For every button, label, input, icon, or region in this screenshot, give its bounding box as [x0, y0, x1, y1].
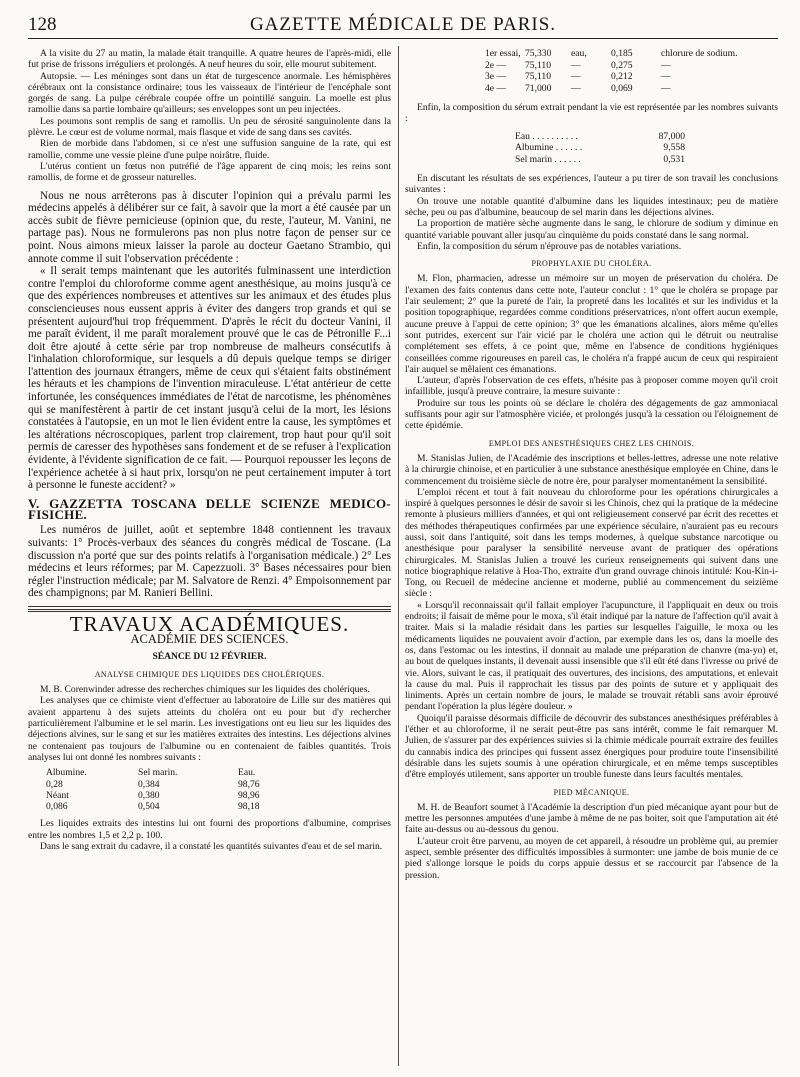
- journal-title: GAZETTE MÉDICALE DE PARIS.: [249, 14, 557, 35]
- table-cell: Néant: [46, 789, 69, 801]
- table-cell: 75,330: [525, 48, 552, 59]
- table-cell: —: [661, 71, 671, 82]
- paragraph: M. Stanislas Julien, de l'Académie des inscriptions et belles-lettres, adresse une note relative à la chirurgie chinoise, et en particulier à une substance anesthésique employée en Chine, dans le commencement du troisième siècle de notre ère, pour paralyser momentanément la sensibilité.: [405, 452, 778, 487]
- page-header: [28, 12, 778, 39]
- table-cell: 71,000: [525, 82, 552, 94]
- table-cell: —: [661, 59, 671, 71]
- table-cell: 4e —: [485, 82, 507, 94]
- section-rule: [28, 606, 391, 607]
- academie-heading: ACADÉMIE DES SCIENCES.: [130, 632, 289, 647]
- table-row: [515, 154, 778, 166]
- paragraph: En discutant les résultats de ses expériences, l'auteur a pu tirer de son travail les conclusions suivantes :: [405, 173, 778, 196]
- table-cell: —: [571, 71, 581, 82]
- paragraph: L'auteur croit être parvenu, au moyen de cet appareil, à résoudre un problème qui, au premier aspect, semble présenter des difficultés impossibles à surmonter: une jambe de bois munie de ce pied s'allonge lorsque le poids du corps appuie dessus et se raccourcit par l'absence de la pression.: [405, 835, 778, 881]
- subsection-heading: PROPHYLAXIE DU CHOLÉRA.: [531, 259, 652, 269]
- table-cell: 0,28: [46, 778, 63, 790]
- table-cell: —: [571, 82, 581, 94]
- table-row: [485, 71, 778, 83]
- table-row: [515, 131, 778, 143]
- paragraph: Quoiqu'il paraisse désormais difficile de découvrir des substances anesthésiques préférables à l'éther et au chloroforme, il ne serait peut-être pas sans intérêt, comme le fait remarquer M. Julien, de s'assurer par des expériences suivies si la chimie médicale pourrait extraire des feuilles du cannabis indica des principes qui fussent assez énergiques pour produire toute l'insensibilité désirable dans les sujets soumis à une opération chirurgicale, et en même temps susceptibles d'être employés utilement, sans apporter un trouble funeste dans leurs facultés mentales.: [405, 712, 778, 781]
- travaux-heading: TRAVAUX ACADÉMIQUES.: [69, 611, 350, 636]
- paragraph: A la visite du 27 au matin, la malade était tranquille. A quatre heures de l'après-midi, elle fut prise de frissons irréguliers et prolongés. A neuf heures du soir, elle mourut subitement.: [28, 48, 391, 71]
- paragraph: M. B. Corenwinder adresse des recherches chimiques sur les liquides des cholériques.: [40, 684, 370, 696]
- paragraph: Les liquides extraits des intestins lui ont fourni des proportions d'albumine, comprises entre les nombres 1,5 et 2,2 p. 100.: [28, 818, 391, 841]
- paragraph: Produire sur tous les points où se déclare le choléra des dégagements de gaz ammoniacal suffisants pour agir sur l'atmosphère viciée, et prolongés jusqu'à la cessation ou l'éloignement de cette épidémie.: [405, 397, 778, 432]
- paragraph: La proportion de matière sèche augmente dans le sang, le chlorure de sodium y diminue en quantité variable pouvant aller jusqu'au cinquième du poids constaté dans le sang normal.: [405, 218, 778, 241]
- table-cell: 87,000: [658, 130, 685, 142]
- autopsie-paragraph: Autopsie. — Les méninges sont dans un état de turgescence anormale. Les hémisphères cérébraux ont la consistance ordinaire; tous les vaisseaux de l'intérieur de l'encéphale sont gorgés de sang. La pulpe cérébrale coupée offre un pointillé sanguin. La moelle est plus ramollie dans sa partie lombaire qu'ailleurs; ses enveloppes sont un peu injectées.: [28, 70, 391, 116]
- quotation: « Il serait temps maintenant que les autorités fulminassent une interdiction contre l'emploi du chloroforme comme agent anesthésique, au moins jusqu'à ce que des expériences nombreuses et attentives sur les animaux et des études plus consciencieuses nous eussent appris à éviter des dangers trop grands et qui se présentent aujourd'hui trop fréquemment. D'après le récit du docteur Vanini, il me paraît évident, il me paraît moralement prouvé que le cas de Pétronille F...i doit être ajouté à cette série par trop nombreuse de malheurs consécutifs à l'inhalation chloroformique, sur lesquels a dû depuis quelque temps se diriger l'attention des journaux étrangers, même de ceux qui s'étaient faits obstinément les hérauts et les champions de l'invention miraculeuse. L'état antérieur de cette infortunée, les conséquences immédiates de l'état de narcotisme, les phénomènes qui se manifestèrent à partir de cet instant jusqu'à celui de la mort, les lésions constatées à l'autopsie, en un mot le lien évident entre la cause, les symptômes et les altérations nécroscopiques, parlent trop clairement, trop haut pour qu'il soit permis de caresser des hypothèses sans fondement et de se refuser à l'explication évidente, à l'évidente signification de ce fait. — Pourquoi repousser les leçons de l'expérience achetée à si haut prix, lorsqu'on ne peut certainement imputer à tort à personne le funeste accident? »: [28, 265, 392, 492]
- paragraph: Les numéros de juillet, août et septembre 1848 contiennent les travaux suivants: 1° Procès-verbaux des séances du congrès médical de Toscane. (La discussion n'a porté que sur des points relatifs à l'organisation médicale.) 2° Les médecins et leurs réformes; par M. Capezzuoli. 3° Bases nécessaires pour bien régler l'instruction médicale; par M. Salvatore de Renzi. 4° Empoisonnement par des champignons; par M. Ranieri Bellini.: [28, 524, 391, 600]
- table-cell: Eau . . . . . . . . . .: [515, 130, 578, 142]
- paragraph: M. Flon, pharmacien, adresse un mémoire sur un moyen de préservation du choléra. De l'examen des faits contenus dans cette note, l'auteur conclut : 1° que le choléra se propage par l'air seulement; 2° que la pureté de l'air, la propreté dans les localités et sur les individus et la position topographique, regardées comme conditions préservatrices, n'ont offert aucun exemple, aucune preuve à l'appui de cette opinion; 3° que les émanations alcalines, alors même qu'elles sont putrides, exercent sur l'air vicié par le choléra une action qui le détruit ou neutralise complétement ses effets, à ce point que, même en l'absence de conditions hygiéniques conseillées comme rigoureuses en pareil cas, le choléra n'a frappé aucun de ceux qui respiraient l'air auquel se mêlaient ces émanations.: [405, 273, 778, 375]
- essais-table: [485, 48, 778, 94]
- paragraph: Nous ne nous arrêterons pas à discuter l'opinion qui a prévalu parmi les médecins appelés à délibérer sur ce fait, à savoir que la mort a été causée par un accès subit de fièvre pernicieuse (opinion que, du reste, l'auteur, M. Vanini, ne partage pas). Nous ne formulerons pas non plus notre façon de penser sur ce point. Nous aimons mieux laisser la parole au docteur Gaetano Strambio, qui annote comme il suit l'observation précédente :: [28, 189, 391, 265]
- right-column: [405, 48, 778, 881]
- table-cell: 98,96: [238, 789, 260, 801]
- table-cell: —: [571, 59, 581, 71]
- table-cell: Sel marin . . . . . .: [515, 153, 581, 165]
- section-heading: V. GAZZETTA TOSCANA DELLE SCIENZE MEDICO-FISICHE.: [28, 495, 391, 523]
- table-row: [46, 801, 391, 812]
- table-cell: 0,275: [611, 59, 633, 71]
- table-cell: 2e —: [485, 59, 507, 71]
- table-cell: 9,558: [663, 142, 685, 154]
- subsection-heading: EMPLOI DES ANESTHÉSIQUES CHEZ LES CHINOIS.: [488, 438, 695, 448]
- paragraph: Rien de morbide dans l'abdomen, si ce n'est une suffusion sanguine de la rate, qui est ramollie, comme une vessie pleine d'une pulpe noirâtre, fluide.: [28, 138, 391, 161]
- page-number: 128: [28, 14, 57, 35]
- table-header-row: [46, 767, 391, 778]
- table-row: [485, 60, 778, 72]
- table-row: [515, 142, 778, 154]
- table-cell: 0,185: [611, 48, 633, 59]
- table-cell: 0,504: [138, 801, 160, 813]
- table-row: [46, 790, 391, 801]
- analysis-table: [46, 767, 391, 812]
- subsection-heading: ANALYSE CHIMIQUE DES LIQUIDES DES CHOLÉRIQUES.: [94, 669, 325, 679]
- table-cell: 1er essai,: [485, 48, 521, 59]
- table-row: [485, 48, 778, 60]
- paragraph: L'auteur, d'après l'observation de ces effets, n'hésite pas à proposer comme moyen qu'il croit infaillible, jusqu'à preuve contraire, la mesure suivante :: [405, 375, 778, 398]
- table-cell: —: [661, 82, 671, 94]
- table-header: Sel marin.: [138, 767, 178, 779]
- paragraph: On trouve une notable quantité d'albumine dans les liquides intestinaux; peu de matière sèche, peu ou pas d'albumine, beaucoup de sel marin dans les déjections alvines.: [405, 195, 778, 218]
- table-row: [485, 83, 778, 95]
- table-cell: 0,531: [663, 153, 685, 165]
- table-cell: Albumine . . . . . .: [515, 142, 583, 154]
- table-cell: 3e —: [485, 71, 507, 82]
- table-cell: 0,069: [611, 82, 633, 94]
- paragraph: L'emploi récent et tout à fait nouveau du chloroforme pour les opérations chirurgicales a inspiré à quelques personnes le désir de savoir si les Chinois, chez qui la pratique de la médecine remonte à plusieurs milliers d'années, et qui ont religieusement conservé par écrit des recettes et des méthodes thérapeutiques confirmées par une expérience séculaire, n'auraient pas eu recours aussi, soit dans l'antiquité, soit dans les temps modernes, à quelque substance narcotique ou anesthésique pour paralyser la sensibilité nerveuse avant de pratiquer des opérations chirurgicales. M. Stanislas Julien a trouvé les curieux renseignements qui suivent dans une notice biographique relative à Hoa-Tho, extraite d'un grand ouvrage chinois intitulé: Kou-Kin-i-Tong, ou Recueil de médecine ancienne et moderne, publié au commencement du seizième siècle :: [405, 486, 778, 600]
- left-column: [28, 48, 391, 852]
- table-cell: 75,110: [525, 71, 552, 82]
- table-cell: 75,110: [525, 59, 552, 71]
- table-cell: 98,18: [238, 801, 260, 813]
- paragraph: Enfin, la composition du sérum n'éprouve pas de notables variations.: [417, 240, 682, 252]
- table-cell: eau,: [571, 48, 587, 59]
- table-header: Eau.: [238, 767, 256, 779]
- table-cell: 0,212: [611, 71, 633, 82]
- table-cell: chlorure de sodium.: [661, 48, 738, 59]
- paragraph: Enfin, la composition du sérum extrait pendant la vie est représentée par les nombres suivants :: [405, 102, 778, 125]
- column-divider: [398, 46, 399, 1066]
- table-cell: 0,086: [46, 801, 68, 813]
- paragraph: Dans le sang extrait du cadavre, il a constaté les quantités suivantes d'eau et de sel marin.: [40, 841, 383, 853]
- table-cell: 0,380: [138, 789, 160, 801]
- subsection-heading: PIED MÉCANIQUE.: [553, 787, 630, 797]
- seance-heading: SÉANCE DU 12 FÉVRIER.: [152, 651, 267, 662]
- table-cell: 98,76: [238, 778, 260, 790]
- table-cell: 0,384: [138, 778, 160, 790]
- paragraph: Les analyses que ce chimiste vient d'effectuer au laboratoire de Lille sur des matières qui avaient appartenu à des sujets atteints du choléra ont eu pour but d'y rechercher particulièrement l'albumine et le sel marin. Les investigations ont eu lieu sur les liquides des déjections alvines, sur le sang et sur les matières extraites des intestins. Les déjections alvines ne contenaient pas toujours de l'albumine ou en contenaient de faibles quantités. Trois analyses lui ont donné les nombres suivants :: [28, 695, 391, 763]
- quotation: « Lorsqu'il reconnaissait qu'il fallait employer l'acupuncture, il l'appliquait en deux ou trois endroits; il faisait de même pour le moxa, s'il était indiqué par la nature de l'affection qu'il avait à traiter. Mais si la maladie résidait dans les parties sur lesquelles l'aiguille, le moxa ou les médicaments liquides ne pouvaient avoir d'action, par exemple dans les os, dans la moelle des os, dans l'estomac ou les intestins, il donnait au malade une préparation de chanvre (ma-yo) et, au bout de quelques instants, il devenait aussi insensible que s'il eût été dans l'ivresse ou privé de vie. Alors, suivant le cas, il pratiquait des ouvertures, des incisions, des amputations, et enlevait la cause du mal. Puis il rapprochait les tissus par des points de suture et y appliquait des liniments. Après un certain nombre de jours, le malade se trouvait rétabli sans avoir éprouvé pendant l'opération la plus légère douleur. »: [405, 599, 778, 713]
- paragraph: M. H. de Beaufort soumet à l'Académie la description d'un pied mécanique ayant pour but de mettre les personnes amputées d'une jambe à même de ne pas boiter, soit que l'amputation ait été faite au-dessus ou au-dessous du genou.: [405, 801, 778, 836]
- table-row: [46, 779, 391, 790]
- paragraph: L'utérus contient un fœtus non putréfié de l'âge apparent de cinq mois; les reins sont ramollis, de forme et de grosseur naturelles.: [28, 160, 391, 184]
- table-header: Albumine.: [46, 767, 87, 779]
- serum-table: [515, 131, 778, 166]
- paragraph: Les poumons sont remplis de sang et ramollis. Un peu de sérosité sanguinolente dans la plèvre. Le cœur est de volume normal, mais flasque et vide de sang dans ses cavités.: [28, 115, 391, 139]
